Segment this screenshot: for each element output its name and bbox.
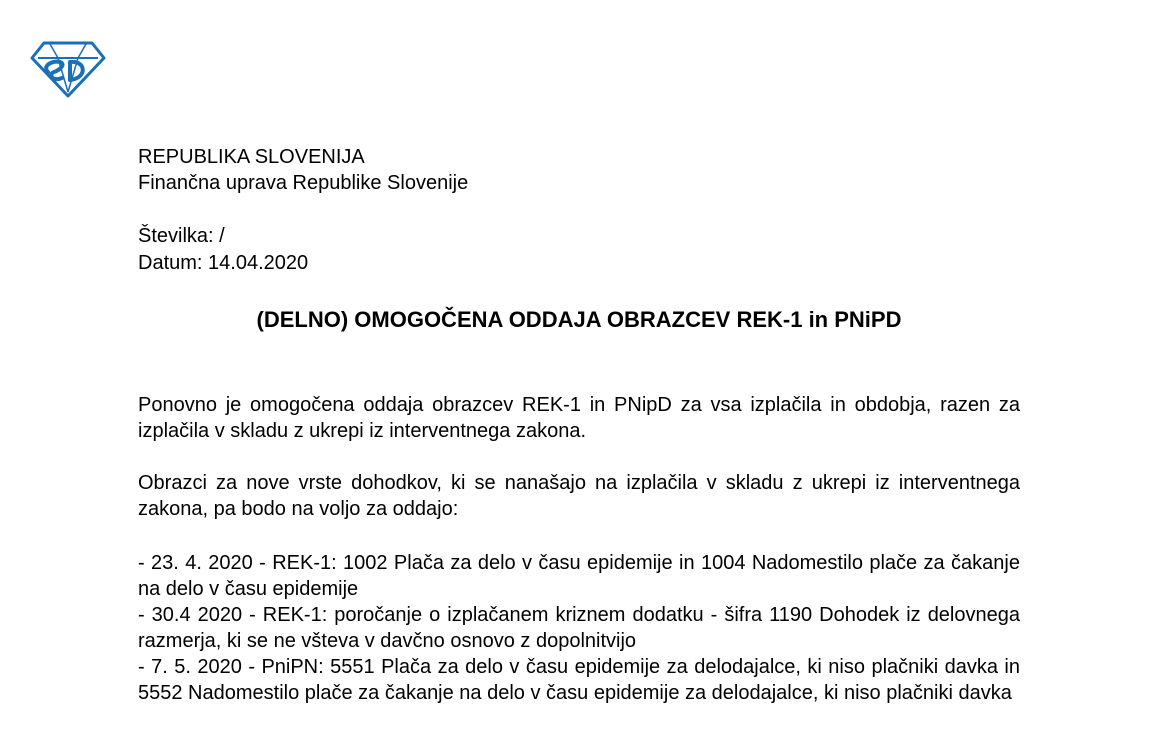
logo-icon <box>30 40 106 98</box>
issuer-country: REPUBLIKA SLOVENIJA <box>138 146 365 168</box>
issuer-agency: Finančna uprava Republike Slovenije <box>138 172 469 194</box>
paragraph-availability: Obrazci za nove vrste dohodkov, ki se nanašajo na izplačila v skladu z ukrepi iz interventnega zakona, pa bodo na voljo za oddajo: <box>138 472 1020 520</box>
document-number: Številka: / <box>138 225 225 247</box>
list-item: - 23. 4. 2020 - REK-1: 1002 Plača za delo v času epidemije in 1004 Nadomestilo plače za čakanje na delo v času epidemije <box>138 552 1020 600</box>
list-item: - 7. 5. 2020 - PniPN: 5551 Plača za delo v času epidemije za delodajalce, ki niso plačniki davka in 5552 Nadomestilo plače za čakanje na delo v času epidemije za delodajalce, ki niso plačniki davka <box>138 656 1020 704</box>
paragraph-intro: Ponovno je omogočena oddaja obrazcev REK-1 in PNipD za vsa izplačila in obdobja, razen za izplačila v skladu z ukrepi iz interventnega zakona. <box>138 394 1020 442</box>
issuer-header <box>138 144 468 196</box>
document-title: (DELNO) OMOGOČENA ODDAJA OBRAZCEV REK-1 in PNiPD <box>256 307 902 332</box>
schedule-list <box>138 550 1020 706</box>
document-date: Datum: 14.04.2020 <box>138 252 309 274</box>
document-meta <box>138 223 308 277</box>
list-item: - 30.4 2020 - REK-1: poročanje o izplačanem kriznem dodatku - šifra 1190 Dohodek iz delovnega razmerja, ki se ne všteva v davčno osnovo z dopolnitvijo <box>138 604 1020 652</box>
